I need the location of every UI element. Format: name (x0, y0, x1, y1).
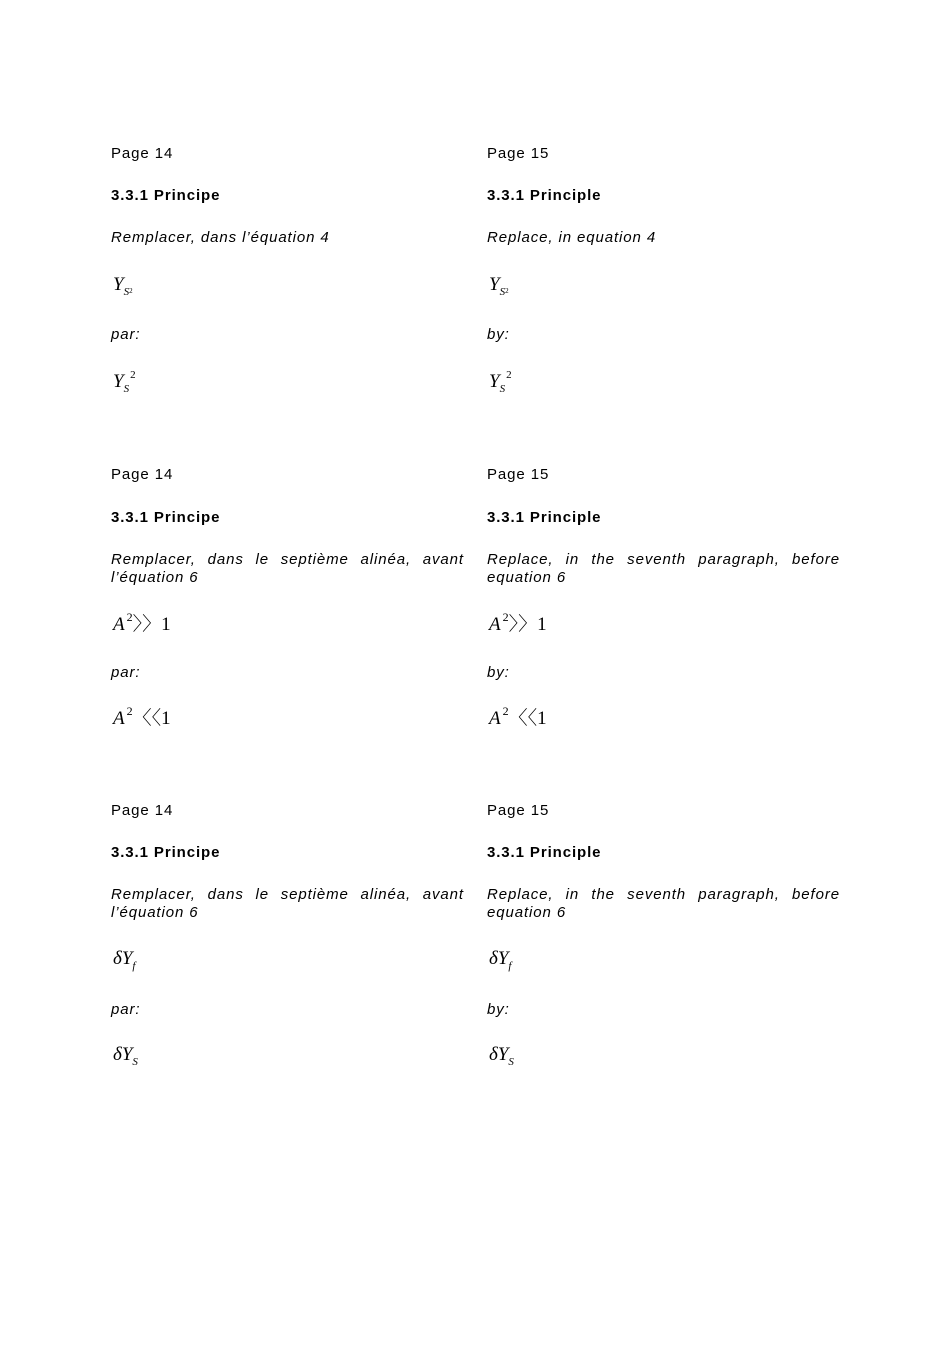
page-reference: Page 15 (487, 466, 550, 483)
new-formula: $\delta Y_S$ (489, 1044, 514, 1068)
old-formula: $\delta Y_f$ (489, 948, 512, 972)
new-formula: $\delta Y_S$ (113, 1044, 138, 1068)
instruction-text: Replace, in equation 4 (487, 229, 657, 246)
new-formula: $Y_S^2$ (113, 369, 136, 395)
by-label: by: (487, 664, 510, 681)
page-reference: Page 14 (111, 145, 174, 162)
instruction-text: Replace, in the seventh paragraph, before equation 6 (487, 551, 840, 586)
section-heading: 3.3.1 Principle (487, 509, 602, 526)
by-label: by: (487, 1001, 510, 1018)
by-label: par: (111, 664, 141, 681)
page-reference: Page 15 (487, 145, 550, 162)
by-label: par: (111, 326, 141, 343)
new-formula: A $^2$〈〈1 (489, 704, 547, 729)
old-formula: $Y_{S2}$ (489, 274, 509, 298)
section-heading: 3.3.1 Principe (111, 509, 221, 526)
section-heading: 3.3.1 Principe (111, 187, 221, 204)
by-label: par: (111, 1001, 141, 1018)
page-reference: Page 14 (111, 466, 174, 483)
page-reference: Page 14 (111, 802, 174, 819)
section-heading: 3.3.1 Principle (487, 187, 602, 204)
instruction-text: Replace, in the seventh paragraph, before equation 6 (487, 886, 840, 921)
instruction-text: Remplacer, dans le septième alinéa, avant l’équation 6 (111, 551, 464, 586)
section-heading: 3.3.1 Principe (111, 844, 221, 861)
page-reference: Page 15 (487, 802, 550, 819)
old-formula: $\delta Y_f$ (113, 948, 136, 972)
new-formula: $Y_S^2$ (489, 369, 512, 395)
by-label: by: (487, 326, 510, 343)
instruction-text: Remplacer, dans l’équation 4 (111, 229, 330, 246)
instruction-text: Remplacer, dans le septième alinéa, avant l’équation 6 (111, 886, 464, 921)
new-formula: A $^2$〈〈1 (113, 704, 171, 729)
old-formula: $Y_{S2}$ (113, 274, 133, 298)
old-formula: A $^2$〉〉1 (489, 610, 547, 635)
section-heading: 3.3.1 Principle (487, 844, 602, 861)
old-formula: A $^2$〉〉1 (113, 610, 171, 635)
